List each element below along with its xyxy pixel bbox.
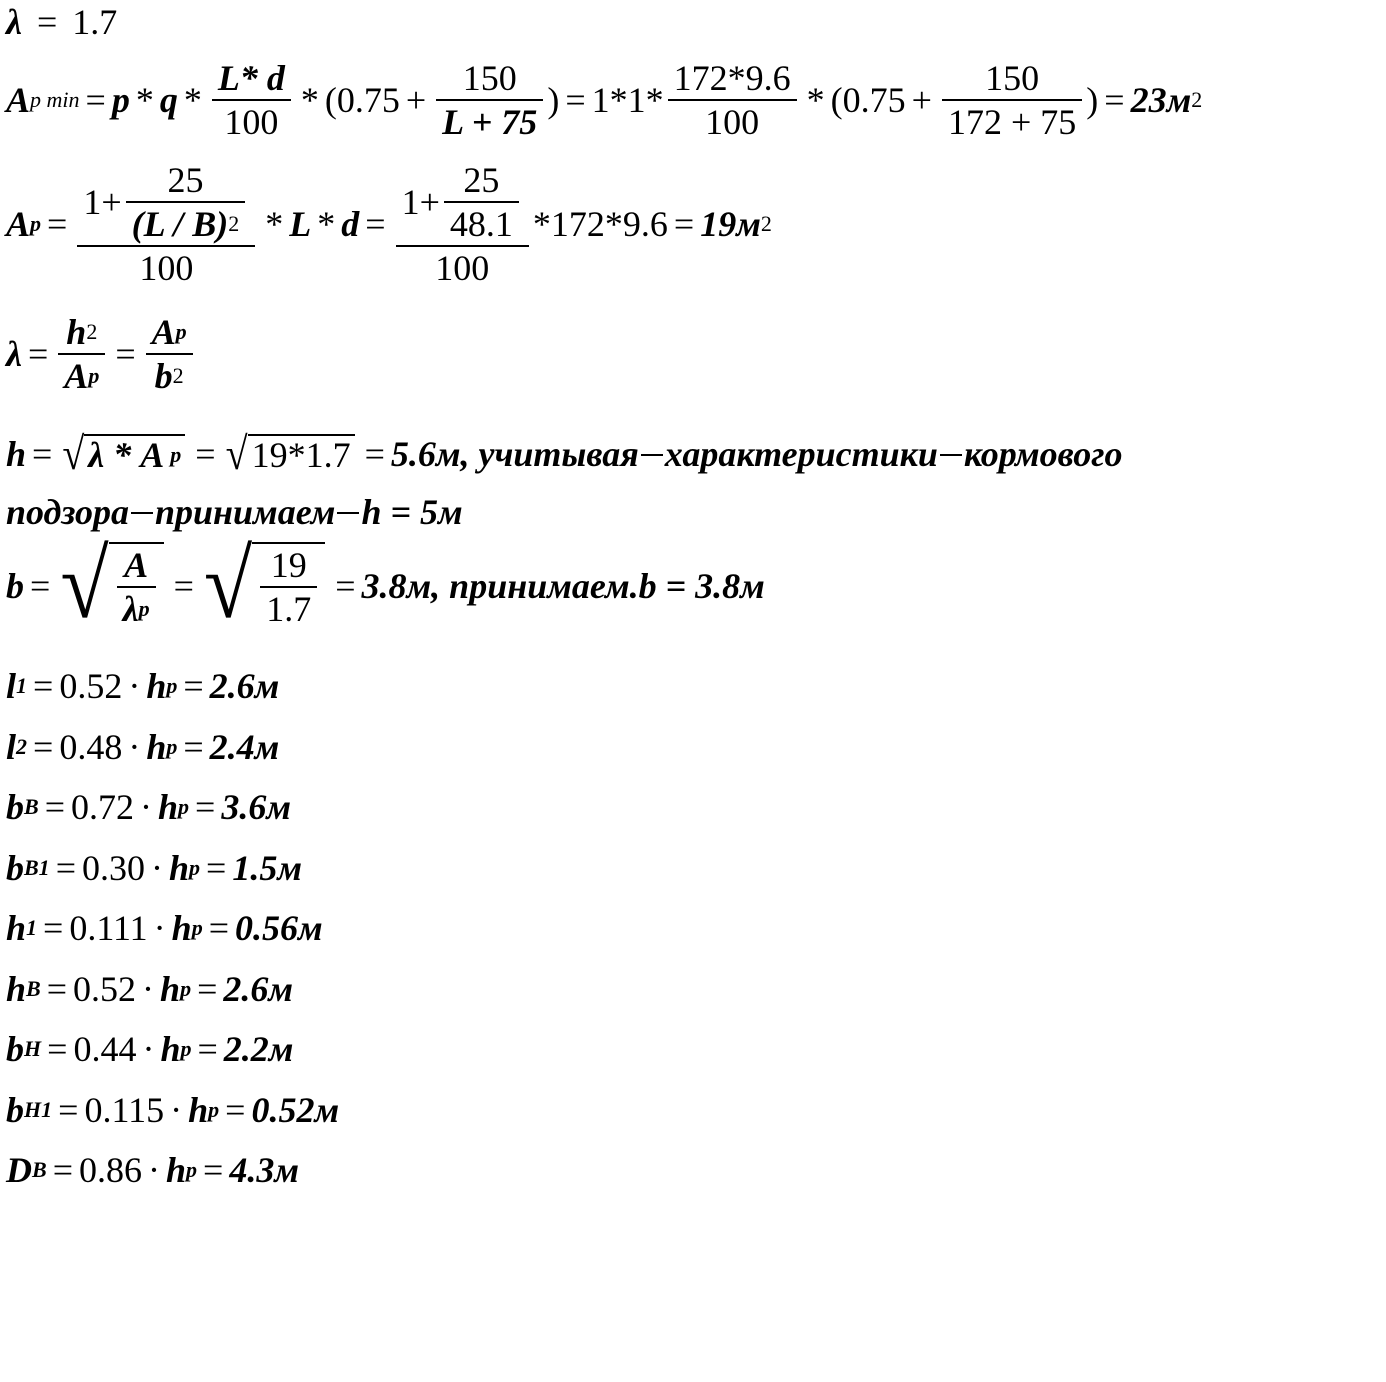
equals-sign: = (52, 1150, 73, 1190)
word-accept: принимаем (154, 492, 336, 532)
row-result: 1.5м (232, 848, 303, 888)
sub-p: p (208, 1097, 220, 1122)
fraction-25-481 (444, 162, 519, 242)
lambda-symbol: λ (6, 2, 22, 42)
row-coefficient: 0.111 (69, 908, 148, 948)
ratio-l-b: (L / B) (131, 204, 229, 244)
fraction-bar (146, 353, 193, 355)
dot-operator: · (142, 969, 155, 1009)
one-plus: 1+ (83, 182, 122, 222)
equals-sign: = (43, 908, 64, 948)
coefficient-row (6, 668, 279, 704)
sub-p: p (88, 363, 100, 388)
row-coefficient: 0.86 (79, 1150, 142, 1190)
lambda-value: 1.7 (72, 2, 118, 42)
equals-sign: = (208, 908, 230, 948)
plus-sign: + (911, 80, 932, 120)
fraction-bar (436, 99, 543, 101)
equals-sign: = (115, 334, 136, 374)
fraction-denominator: 48.1 (449, 204, 513, 244)
equals-sign: = (33, 666, 54, 706)
ap-result: 19м (700, 204, 761, 244)
var-l: L (289, 204, 312, 244)
equals-sign: = (183, 727, 204, 767)
paren-open: ( (830, 80, 843, 120)
equals-sign: = (58, 1090, 79, 1130)
coefficient-row (6, 1092, 339, 1128)
ap-min-formula (6, 60, 1202, 140)
row-coefficient: 0.52 (73, 969, 137, 1009)
equals-sign: = (197, 969, 218, 1009)
row-variable: b (6, 1029, 24, 1069)
ap-min-result: 23м (1130, 80, 1192, 120)
fraction-numerator: 150 (985, 58, 1040, 98)
var-h: h (146, 666, 167, 706)
coefficient-row (6, 789, 291, 825)
var-d: d (341, 204, 360, 244)
fraction-bar (58, 353, 105, 355)
fraction-denominator: L + 75 (442, 102, 538, 142)
radical-sign: √ (203, 532, 253, 639)
sub-p: p (178, 794, 190, 819)
equals-sign: = (183, 666, 204, 706)
exponent-2: 2 (172, 363, 184, 388)
radicand (109, 542, 164, 630)
equals-sign: = (30, 566, 51, 606)
fraction-a-lambda (117, 547, 156, 627)
equals-sign: = (36, 2, 58, 42)
var-h: h (146, 727, 167, 767)
sub-p: p (166, 734, 178, 759)
fraction-denominator (117, 591, 156, 627)
sub-p: p (175, 319, 187, 344)
coefficient-row (6, 850, 302, 886)
one-plus: 1+ (401, 182, 440, 222)
var-h: h (160, 1029, 181, 1069)
fraction-19-17 (260, 547, 317, 627)
row-variable: b (6, 787, 24, 827)
row-variable: b (6, 1090, 24, 1130)
equals-sign: = (365, 204, 386, 244)
equals-sign: = (173, 566, 194, 606)
fraction-bar (668, 99, 797, 101)
h-accepted-value: h = 5м (361, 492, 463, 532)
mult-sign: * (183, 80, 202, 120)
lambda-value-line (6, 4, 117, 40)
equals-sign: = (195, 787, 216, 827)
fraction-numerator (77, 162, 255, 242)
underscore-separator (940, 452, 962, 456)
fraction-150-247 (942, 60, 1082, 140)
row-variable-sub: 1 (16, 673, 28, 698)
row-variable-sub: H1 (24, 1097, 53, 1122)
underscore-separator (337, 510, 359, 514)
fraction-150-l75 (436, 60, 543, 140)
var-b: b (6, 566, 24, 606)
row-variable: l (6, 666, 17, 706)
equals-sign: = (206, 848, 227, 888)
mult-sign: * (317, 204, 336, 244)
var-q: q (159, 80, 178, 120)
sub-p: p (186, 1157, 198, 1182)
lambda-symbol: λ (6, 334, 22, 374)
var-p: p (111, 80, 130, 120)
equals-sign: = (32, 434, 53, 474)
paren-close: ) (1086, 80, 1099, 120)
row-coefficient: 0.72 (71, 787, 134, 827)
radical-sign: √ (62, 427, 85, 480)
sqrt-19-17 (225, 427, 355, 480)
coefficient-row (6, 729, 279, 765)
fraction-172-100 (668, 60, 797, 140)
row-variable: h (6, 908, 27, 948)
mult-sign: * (135, 80, 154, 120)
coefficient-row (6, 910, 323, 946)
ap-formula (6, 162, 772, 286)
coefficient-row (6, 971, 293, 1007)
var-h: h (188, 1090, 209, 1130)
equals-sign: = (225, 1090, 246, 1130)
fraction-numerator (60, 314, 103, 350)
fraction-numerator: 150 (462, 58, 517, 98)
row-result: 0.52м (251, 1090, 340, 1130)
sub-p: p (166, 673, 178, 698)
fraction-bar (77, 245, 255, 247)
equals-sign: = (47, 1029, 68, 1069)
equals-sign: = (46, 969, 68, 1009)
sub-p: p (138, 596, 150, 621)
equals-sign: = (33, 727, 54, 767)
equals-sign: = (55, 848, 76, 888)
underscore-separator (641, 452, 663, 456)
fraction-denominator: 100 (224, 102, 279, 142)
fraction-numerator: 25 (167, 160, 204, 200)
var-b: b (154, 356, 173, 396)
fraction-bar (212, 99, 291, 101)
row-result: 0.56м (235, 908, 323, 948)
row-variable-sub: B (24, 794, 39, 819)
dot-operator: · (153, 908, 166, 948)
paren-open: ( (324, 80, 337, 120)
h-formula (6, 427, 1123, 480)
radical-sign: √ (60, 532, 109, 639)
fraction-25-lb (126, 162, 246, 242)
var-h: h (171, 908, 192, 948)
row-result: 2.6м (209, 666, 280, 706)
var-h: h (166, 1150, 187, 1190)
fraction-numerator: 172*9.6 (673, 58, 791, 98)
dot-operator: · (151, 848, 163, 888)
row-result: 4.3м (229, 1150, 300, 1190)
fraction-denominator: 100 (435, 248, 490, 288)
equals-sign: = (27, 334, 49, 374)
h-result-text: 5.6м, учитывая (390, 434, 639, 474)
sub-p: p (191, 915, 203, 940)
mult-sign: * (806, 80, 825, 120)
mult-sign: * (300, 80, 319, 120)
exponent-2: 2 (86, 319, 98, 344)
row-coefficient: 0.115 (84, 1090, 165, 1130)
equals-sign: = (197, 1029, 218, 1069)
fraction-numerator: L* d (217, 58, 285, 98)
sub-p: p (180, 976, 192, 1001)
row-variable: h (6, 969, 27, 1009)
word-stern: кормового (963, 434, 1123, 474)
coefficient-row (6, 1031, 293, 1067)
fraction-numerator (146, 314, 193, 350)
fraction-ld-100 (212, 60, 291, 140)
exponent-2: 2 (1191, 87, 1203, 112)
fraction-denominator: 172 + 75 (947, 102, 1077, 142)
sqrt-lambda-ap (62, 427, 185, 480)
word-overhang: подзора (6, 492, 129, 532)
row-coefficient: 0.52 (59, 666, 123, 706)
lambda-relation (6, 314, 197, 394)
equals-sign: = (85, 80, 106, 120)
row-variable-sub: 2 (16, 734, 28, 759)
row-variable-sub: B1 (24, 855, 50, 880)
radicand (252, 542, 325, 630)
fraction-numerator: 19 (270, 545, 307, 585)
var-h: h (6, 434, 27, 474)
fraction-ap-numeric (396, 162, 529, 286)
sub-p: p (180, 1036, 192, 1061)
var-a: A (151, 312, 176, 352)
fraction-denominator (58, 358, 105, 394)
fraction-bar (942, 99, 1082, 101)
row-variable-sub: B (26, 976, 41, 1001)
fraction-bar (126, 201, 246, 203)
fraction-denominator (126, 206, 246, 242)
plus-sign: + (405, 80, 427, 120)
row-result: 2.4м (209, 727, 280, 767)
dot-operator: · (148, 1150, 160, 1190)
var-h: h (169, 848, 190, 888)
equals-sign: = (364, 434, 385, 474)
var-h: h (66, 312, 87, 352)
exponent-2: 2 (760, 211, 772, 236)
radical-sign: √ (225, 427, 248, 480)
equals-sign: = (203, 1150, 224, 1190)
dot-operator: · (128, 666, 141, 706)
row-variable-sub: 1 (26, 915, 38, 940)
ap-lhs-sub: p (30, 211, 42, 236)
fraction-bar (444, 201, 519, 203)
equals-sign: = (673, 204, 695, 244)
fraction-bar (396, 245, 529, 247)
row-result: 2.6м (223, 969, 294, 1009)
b-formula (6, 532, 765, 639)
dot-operator: · (142, 1029, 155, 1069)
mult-sign: * (265, 204, 284, 244)
fraction-ap-general (77, 162, 255, 286)
paren-close: ) (547, 80, 560, 120)
ap-lhs: A (6, 204, 31, 244)
var-a: A (64, 356, 89, 396)
ap-min-lhs: A (6, 80, 31, 120)
fraction-bar (260, 586, 317, 588)
fraction-numerator (396, 162, 529, 242)
sub-p: p (189, 855, 201, 880)
lambda-symbol: λ (122, 589, 139, 629)
ap-min-lhs-sub: p min (30, 87, 80, 112)
dot-operator: · (170, 1090, 183, 1130)
row-coefficient: 0.44 (73, 1029, 137, 1069)
coef-075: 0.75 (336, 80, 400, 120)
fraction-numerator: 25 (463, 160, 500, 200)
h-accept-line (6, 494, 463, 530)
multiplier-172-96: *172*9.6 (532, 204, 668, 244)
equals-sign: = (195, 434, 216, 474)
row-variable: l (6, 727, 17, 767)
fraction-denominator: 100 (139, 248, 194, 288)
equals-sign: = (1104, 80, 1125, 120)
equals-sign: = (565, 80, 586, 120)
var-h: h (160, 969, 181, 1009)
row-result: 3.6м (221, 787, 292, 827)
dot-operator: · (128, 727, 141, 767)
fraction-denominator: 100 (705, 102, 760, 142)
row-variable-sub: H (24, 1036, 42, 1061)
row-result: 2.2м (223, 1029, 294, 1069)
row-variable-sub: B (32, 1157, 47, 1182)
row-coefficient: 0.48 (59, 727, 123, 767)
sqrt-19-over-17 (203, 532, 325, 639)
lambda-times-a: λ * A (88, 435, 165, 475)
radicand (84, 434, 185, 474)
factor-one-one: 1*1* (591, 80, 664, 120)
fraction-denominator: 1.7 (266, 589, 312, 629)
row-coefficient: 0.30 (82, 848, 145, 888)
sqrt-a-lambda (60, 532, 163, 639)
fraction-bar (117, 586, 156, 588)
radicand: 19*1.7 (248, 434, 355, 474)
coefficient-row (6, 1152, 299, 1188)
row-variable: b (6, 848, 24, 888)
exponent-2: 2 (228, 211, 240, 236)
fraction-ap-b2 (146, 314, 193, 394)
b-result-text: 3.8м, принимаем.b = 3.8м (361, 566, 765, 606)
sub-p: p (170, 442, 182, 467)
equals-sign: = (44, 787, 65, 827)
fraction-numerator: A (124, 545, 149, 585)
equals-sign: = (47, 204, 68, 244)
var-h: h (158, 787, 179, 827)
fraction-denominator (149, 358, 190, 394)
underscore-separator (131, 510, 153, 514)
equals-sign: = (335, 566, 356, 606)
row-variable: D (6, 1150, 32, 1190)
dot-operator: · (140, 787, 152, 827)
coef-075: 0.75 (842, 80, 906, 120)
fraction-h2-ap (58, 314, 105, 394)
word-characteristics: характеристики (664, 434, 938, 474)
